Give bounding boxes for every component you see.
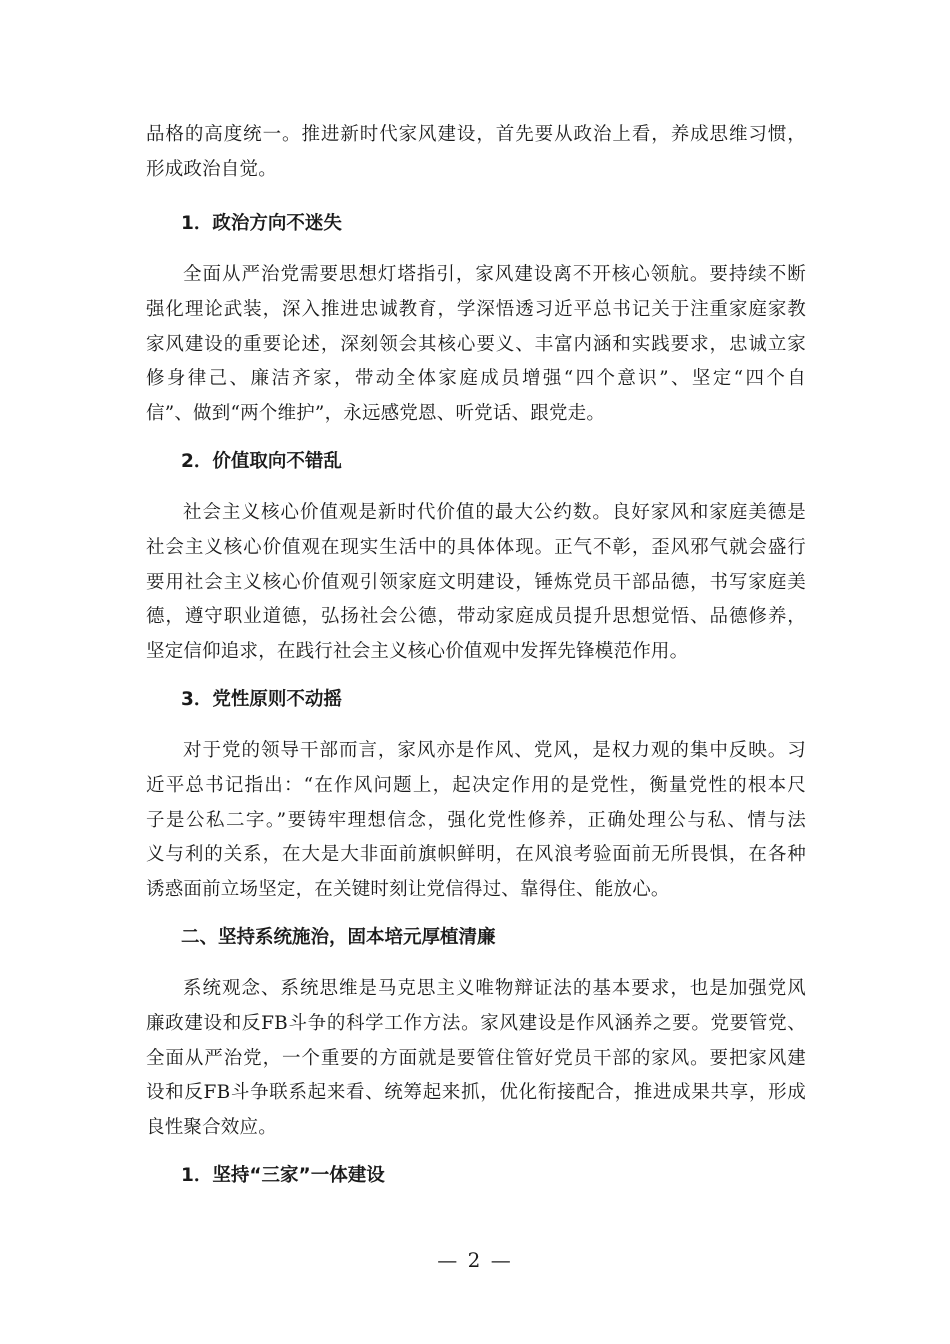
section-heading-3: 3．党性原则不动摇	[181, 689, 342, 710]
paragraph-line: 全面从严治党，一个重要的方面就是要管住管好党员干部的家风。要把家风建	[146, 1047, 806, 1069]
paragraph-line: 要用社会主义核心价值观引领家庭文明建设，锤炼党员干部品德，书写家庭美	[146, 571, 806, 593]
paragraph-line: 信”、做到“两个维护”，永远感党恩、听党话、跟党走。	[146, 403, 606, 425]
paragraph-line: 品格的高度统一。推进新时代家风建设，首先要从政治上看，养成思维习惯，	[146, 124, 806, 145]
part-2-subheading-1: 1．坚持“三家”一体建设	[181, 1165, 385, 1186]
section-3-paragraph	[146, 734, 806, 908]
paragraph-line: 廉政建设和反FB斗争的科学工作方法。家风建设是作风涵养之要。党要管党、	[146, 1012, 806, 1034]
paragraph-line: 社会主义核心价值观是新时代价值的最大公约数。良好家风和家庭美德是	[183, 502, 806, 523]
intro-paragraph	[146, 118, 806, 188]
paragraph-line: 修身律己、廉洁齐家，带动全体家庭成员增强“四个意识”、坚定“四个自	[146, 368, 806, 390]
paragraph-line: 德，遵守职业道德，弘扬社会公德，带动家庭成员提升思想觉悟、品德修养，	[146, 606, 806, 628]
paragraph-line: 对于党的领导干部而言，家风亦是作风、党风，是权力观的集中反映。习	[183, 740, 806, 761]
paragraph-line: 近平总书记指出：“在作风问题上，起决定作用的是党性，衡量党性的根本尺	[146, 774, 806, 796]
part-2-paragraph	[146, 972, 806, 1146]
paragraph-line: 设和反FB斗争联系起来看、统筹起来抓，优化衔接配合，推进成果共享，形成	[146, 1082, 806, 1104]
paragraph-line: 子是公私二字。”要铸牢理想信念，强化党性修养，正确处理公与私、情与法	[146, 809, 806, 831]
page-number: — 2 —	[437, 1248, 513, 1272]
paragraph-line: 坚定信仰追求，在践行社会主义核心价值观中发挥先锋模范作用。	[146, 641, 689, 663]
paragraph-line: 系统观念、系统思维是马克思主义唯物辩证法的基本要求，也是加强党风	[183, 978, 806, 999]
part-heading-2: 二、坚持系统施治，固本培元厚植清廉	[181, 927, 496, 948]
section-heading-2: 2．价值取向不错乱	[181, 451, 342, 472]
paragraph-line: 家风建设的重要论述，深刻领会其核心要义、丰富内涵和实践要求，忠诚立家	[146, 333, 806, 355]
paragraph-line: 良性聚合效应。	[146, 1117, 277, 1139]
paragraph-line: 诱惑面前立场坚定，在关键时刻让党信得过、靠得住、能放心。	[146, 879, 670, 901]
section-2-paragraph	[146, 496, 806, 670]
section-1-paragraph	[146, 258, 806, 432]
paragraph-line: 全面从严治党需要思想灯塔指引，家风建设离不开核心领航。要持续不断	[183, 264, 806, 285]
paragraph-line: 强化理论武装，深入推进忠诚教育，学深悟透习近平总书记关于注重家庭家教	[146, 298, 806, 320]
section-heading-1: 1．政治方向不迷失	[181, 213, 342, 234]
paragraph-line: 社会主义核心价值观在现实生活中的具体体现。正气不彰，歪风邪气就会盛行	[146, 536, 806, 558]
paragraph-line: 形成政治自觉。	[146, 158, 277, 180]
paragraph-line: 义与利的关系，在大是大非面前旗帜鲜明，在风浪考验面前无所畏惧，在各种	[146, 844, 806, 866]
